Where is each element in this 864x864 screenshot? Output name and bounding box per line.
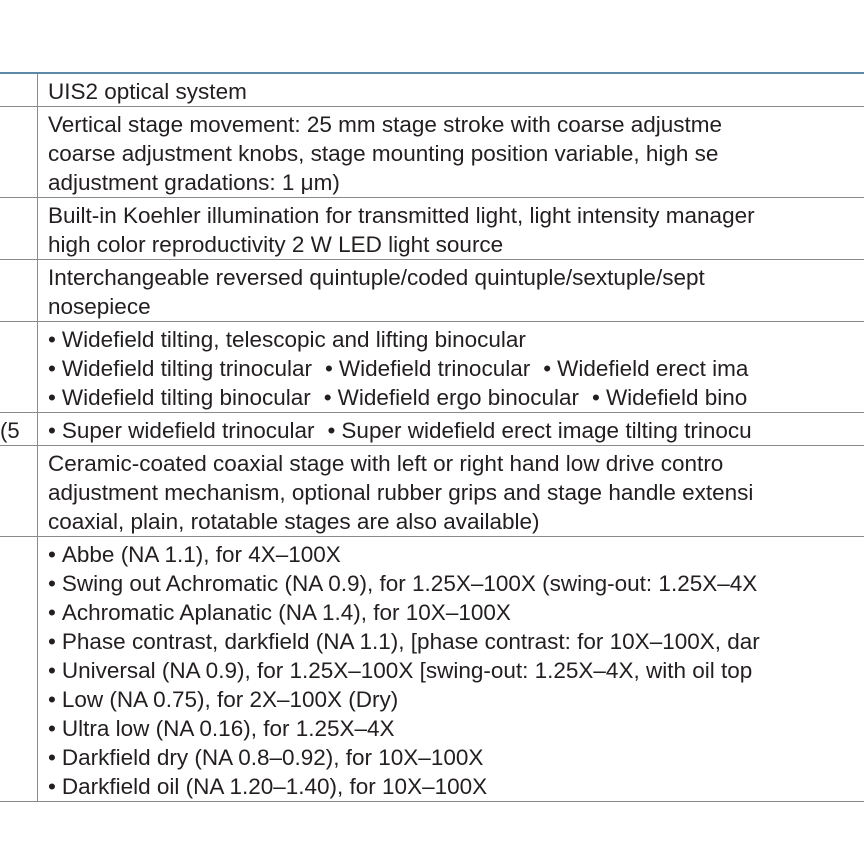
text-line: Ceramic-coated coaxial stage with left or right hand low drive contro [48,451,724,476]
spec-row-label [0,260,38,321]
bullet-line [48,598,864,627]
spec-row [0,260,864,322]
text-line: adjustment mechanism, optional rubber grips and stage handle extensi [48,480,754,505]
spec-row-value [38,537,864,801]
bullet-item: • Widefield bino [579,385,747,410]
text-line: high color reproductivity 2 W LED light source [48,232,504,257]
text-line: coarse adjustment knobs, stage mounting position variable, high se [48,141,719,166]
text-line: coaxial, plain, rotatable stages are also available) [48,509,540,534]
bullet-item: • Super widefield erect image tilting trinocu [315,418,752,443]
bullet-item: • Widefield tilting trinocular [48,356,312,381]
bullet-item: • Abbe (NA 1.1), for 4X–100X [48,542,341,567]
text-line: Built-in Koehler illumination for transmitted light, light intensity manager [48,203,755,228]
spec-row-value [38,74,864,106]
text-line: adjustment gradations: 1 μm) [48,170,340,195]
spec-row-label: 5) [0,413,38,445]
bullet-item: • Darkfield dry (NA 0.8–0.92), for 10X–100X [48,745,483,770]
bullet-line [48,685,864,714]
bullet-item: • Ultra low (NA 0.16), for 1.25X–4X [48,716,395,741]
text-line: UIS2 optical system [48,79,247,104]
spec-row-label [0,446,38,536]
spec-row [0,107,864,198]
bullet-item: • Widefield ergo binocular [311,385,579,410]
spec-row-value [38,413,864,445]
spec-row-value [38,446,864,536]
bullet-line [48,325,864,354]
bullet-item: • Phase contrast, darkfield (NA 1.1), [phase contrast: for 10X–100X, dar [48,629,760,654]
spec-table [0,72,864,802]
bullet-item: • Super widefield trinocular [48,418,315,443]
spec-row [0,322,864,413]
bullet-line [48,772,864,801]
spec-row-label [0,74,38,106]
spec-row-value [38,322,864,412]
bullet-item: • Low (NA 0.75), for 2X–100X (Dry) [48,687,398,712]
bullet-line [48,383,864,412]
spec-row [0,198,864,260]
bullet-line [48,540,864,569]
spec-row [0,537,864,802]
bullet-line [48,569,864,598]
text-line: Vertical stage movement: 25 mm stage stroke with coarse adjustme [48,112,723,137]
spec-row-label [0,107,38,197]
bullet-line [48,354,864,383]
bullet-item: • Darkfield oil (NA 1.20–1.40), for 10X–100X [48,774,487,799]
spec-row-value [38,260,864,321]
bullet-item: • Swing out Achromatic (NA 0.9), for 1.25X–100X (swing-out: 1.25X–4X [48,571,757,596]
bullet-item: • Achromatic Aplanatic (NA 1.4), for 10X–100X [48,600,511,625]
text-line: Interchangeable reversed quintuple/coded quintuple/sextuple/sept [48,265,705,290]
bullet-line [48,627,864,656]
bullet-line [48,743,864,772]
bullet-item: • Widefield tilting binocular [48,385,311,410]
spec-row-label [0,198,38,259]
bullet-item: • Widefield erect ima [530,356,748,381]
bullet-item: • Widefield trinocular [312,356,530,381]
bullet-line [48,714,864,743]
spec-row [0,413,864,446]
spec-row [0,74,864,107]
spec-row-value [38,198,864,259]
spec-row-value [38,107,864,197]
bullet-line [48,416,864,445]
spec-row-label [0,537,38,801]
text-line: nosepiece [48,294,151,319]
spec-row-label [0,322,38,412]
spec-row [0,446,864,537]
bullet-item: • Universal (NA 0.9), for 1.25X–100X [swing-out: 1.25X–4X, with oil top [48,658,752,683]
bullet-item: • Widefield tilting, telescopic and lifting binocular [48,327,526,352]
bullet-line [48,656,864,685]
